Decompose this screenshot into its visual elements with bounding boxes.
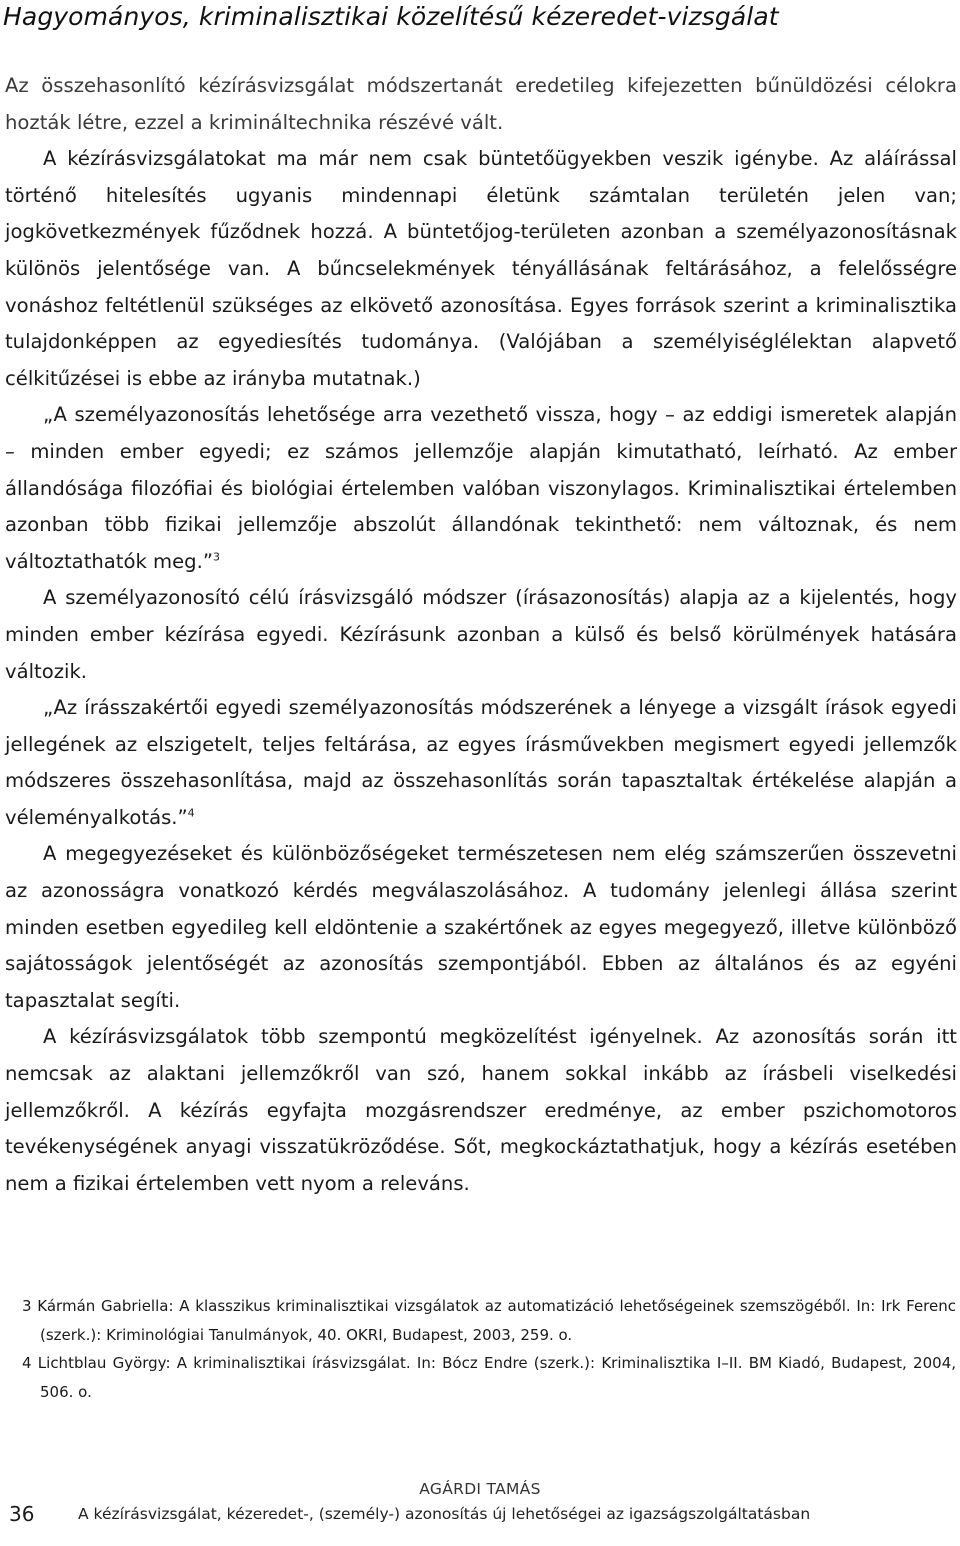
- paragraph-3-text: „A személyazonosítás lehetősége arra vezethető vissza, hogy – az eddigi ismeretek alapján – minden ember egyedi; ez számos jellemzője alapján kimutatható, leírható. Az ember állandósága filozófiai és biológiai értelemben valóban viszonylagos. Kriminalisztikai értelemben azonban több fizikai jellemzője abszolút állandónak tekinthető: nem változnak, és nem változtathatók meg.”: [5, 403, 957, 573]
- paragraph-5-quote: [5, 690, 957, 836]
- body-text: [5, 68, 957, 1202]
- footnote-ref-4: 4: [187, 806, 195, 820]
- paragraph-5-text: „Az írásszakértői egyedi személyazonosítás módszerének a lényege a vizsgált írások egyedi jellegének az elszigetelt, teljes feltárása, az egyes írásművekben megismert egyedi jellemzők módszeres összehasonlítása, majd az összehasonlítás során tapasztaltak értékelése alapján a véleményalkotás.”: [5, 696, 957, 829]
- footnotes: [22, 1292, 956, 1406]
- paragraph-2: A kézírásvizsgálatokat ma már nem csak büntetőügyekben veszik igénybe. Az aláírással történő hitelesítés ugyanis mindennapi életünk számtalan területén jelen van; jogkövetkezmények fűződnek hozzá. A büntetőjog-területen azonban a személyazonosításnak különös jelentősége van. A bűncselekmények tényállásának feltárásához, a felelősségre vonáshoz feltétlenül szükséges az elkövető azonosítása. Egyes források szerint a kriminalisztika tulajdonképpen az egyediesítés tudománya. (Valójában a személyiséglélektan alapvető célkitűzései is ebbe az irányba mutatnak.): [5, 147, 957, 390]
- paragraph-4: A személyazonosító célú írásvizsgáló módszer (írásazonosítás) alapja az a kijelentés, hogy minden ember kézírása egyedi. Kézírásunk azonban a külső és belső körülmények hatására változik.: [5, 586, 957, 683]
- page-number: 36: [9, 1502, 35, 1526]
- page-footer: [0, 1480, 960, 1540]
- paragraph-6: A megegyezéseket és különbözőségeket természetesen nem elég számszerűen összevetni az azonosságra vonatkozó kérdés megválaszolásához. A tudomány jelenlegi állása szerint minden esetben egyedileg kell eldöntenie a szakértőnek az egyes megegyező, illetve különböző sajátosságok jelentőségét az azonosítás szempontjából. Ebben az általános és az egyéni tapasztalat segíti.: [5, 842, 957, 1012]
- footer-book-title: A kézírásvizsgálat, kézeredet-, (személy-) azonosítás új lehetőségei az igazságszolgáltatásban: [78, 1505, 811, 1523]
- footnote-3: 3 Kármán Gabriella: A klasszikus kriminalisztikai vizsgálatok az automatizáció lehetőségeinek szemszögéből. In: Irk Ferenc (szerk.): Kriminológiai Tanulmányok, 40. OKRI, Budapest, 2003, 259. o.: [22, 1297, 956, 1344]
- footnote-ref-3: 3: [213, 550, 221, 564]
- footer-author: AGÁRDI TAMÁS: [419, 1480, 541, 1498]
- section-heading: Hagyományos, kriminalisztikai közelítésű kézeredet-vizsgálat: [3, 2, 779, 31]
- paragraph-7: A kézírásvizsgálatok több szempontú megközelítést igényelnek. Az azonosítás során itt nemcsak az alaktani jellemzőkről van szó, hanem sokkal inkább az írásbeli viselkedési jellemzőkről. A kézírás egyfajta mozgásrendszer eredménye, az ember pszichomotoros tevékenységének anyagi visszatükröződése. Sőt, megkockáztathatjuk, hogy a kézírás esetében nem a fizikai értelemben vett nyom a releváns.: [5, 1025, 957, 1195]
- footnote-4: 4 Lichtblau György: A kriminalisztikai írásvizsgálat. In: Bócz Endre (szerk.): Kriminalisztika I–II. BM Kiadó, Budapest, 2004, 506. o.: [22, 1354, 956, 1401]
- paragraph-3-quote: [5, 397, 957, 580]
- paragraph-1: Az összehasonlító kézírásvizsgálat módszertanát eredetileg kifejezetten bűnüldözési célokra hozták létre, ezzel a krimináltechnika részévé vált.: [5, 74, 957, 134]
